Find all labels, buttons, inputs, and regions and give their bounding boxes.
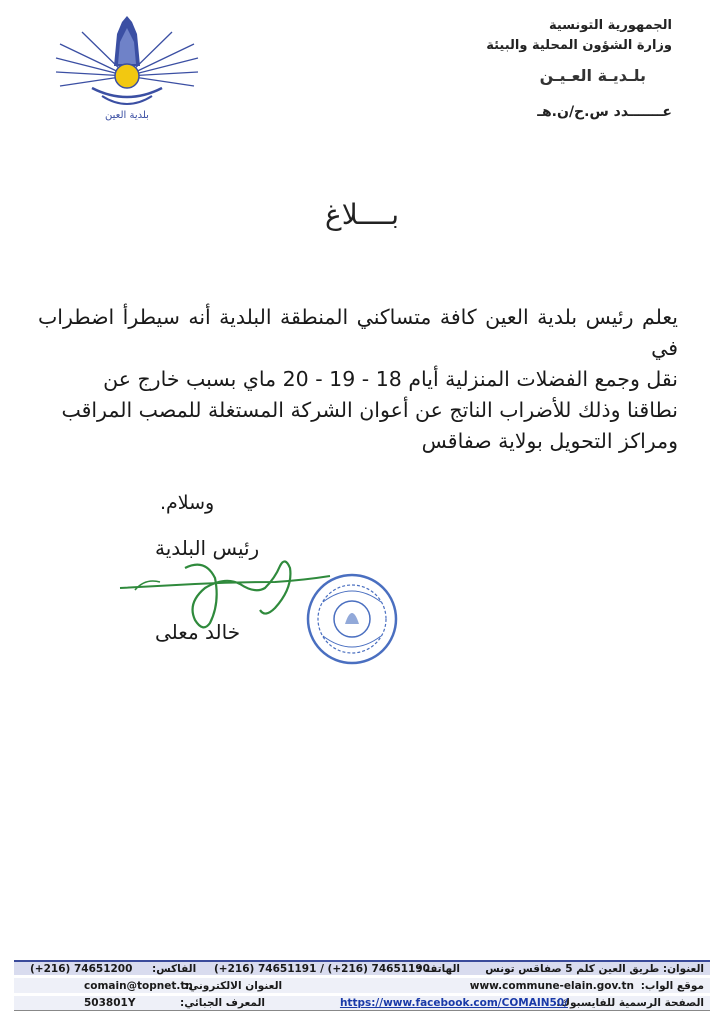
header-municipality: بلـديـة العـيـن bbox=[539, 66, 646, 85]
footer-fax-label: الفاكس: bbox=[152, 962, 197, 975]
footer-phone-label: الهاتف : bbox=[417, 962, 460, 975]
signatory-name: خالد معلى bbox=[155, 620, 241, 644]
body-line: نطاقنا وذلك للأضراب الناتج عن أعوان الشركة المستغلة للمصب المراقب bbox=[61, 398, 678, 422]
page-title: بــــلاغ bbox=[324, 198, 400, 231]
footer-row-2 bbox=[14, 978, 710, 993]
footer-facebook-link[interactable]: https://www.facebook.com/COMAIN50/ bbox=[339, 997, 568, 1009]
logo-sun-icon bbox=[115, 64, 139, 88]
footer-email-value[interactable]: comain@topnet.tn bbox=[84, 979, 193, 992]
footer-website-link[interactable]: www.commune-elain.gov.tn bbox=[469, 979, 634, 992]
announcement-body bbox=[38, 302, 678, 457]
footer-row-1 bbox=[14, 960, 710, 975]
header-republic: الجمهورية التونسية bbox=[548, 18, 672, 33]
footer-website-label: موقع الواب: bbox=[640, 979, 704, 992]
footer-tax-label: المعرف الجبائي: bbox=[180, 997, 265, 1009]
footer-fax-value: (+216) 74651200 bbox=[30, 962, 133, 975]
header-reference-number: عـــــــدد س.ح/ن.هـ bbox=[537, 104, 672, 120]
footer-facebook-label: الصفحة الرسمية للفايسبوك: bbox=[556, 997, 704, 1009]
official-stamp-icon bbox=[305, 572, 399, 666]
header-ministry: وزارة الشؤون المحلية والبيئة bbox=[486, 38, 672, 53]
municipality-logo bbox=[52, 14, 202, 124]
body-line: نقل وجمع الفضلات المنزلية أيام 18 - 19 - 20 ماي بسبب خارج عن bbox=[103, 367, 678, 391]
footer-contact-bar bbox=[14, 958, 710, 1016]
body-line: ومراكز التحويل بولاية صفاقس bbox=[421, 429, 678, 453]
logo-text: بلدية العين bbox=[105, 110, 149, 121]
closing-greeting: وسلام. bbox=[160, 492, 215, 514]
footer-row-3 bbox=[14, 996, 710, 1011]
footer-tax-value: 503801Y bbox=[84, 997, 136, 1009]
signatory-role: رئيس البلدية bbox=[155, 536, 260, 560]
footer-phone-values: (+216) 74651191 / (+216) 74651190 bbox=[214, 962, 430, 975]
footer-address: العنوان: طريق العين كلم 5 صفاقس تونس bbox=[485, 962, 704, 975]
footer-email-label: العنوان الالكتروني: bbox=[184, 979, 283, 992]
body-line: يعلم رئيس بلدية العين كافة متساكني المنطقة البلدية أنه سيطرأ اضطراب في bbox=[38, 305, 678, 360]
